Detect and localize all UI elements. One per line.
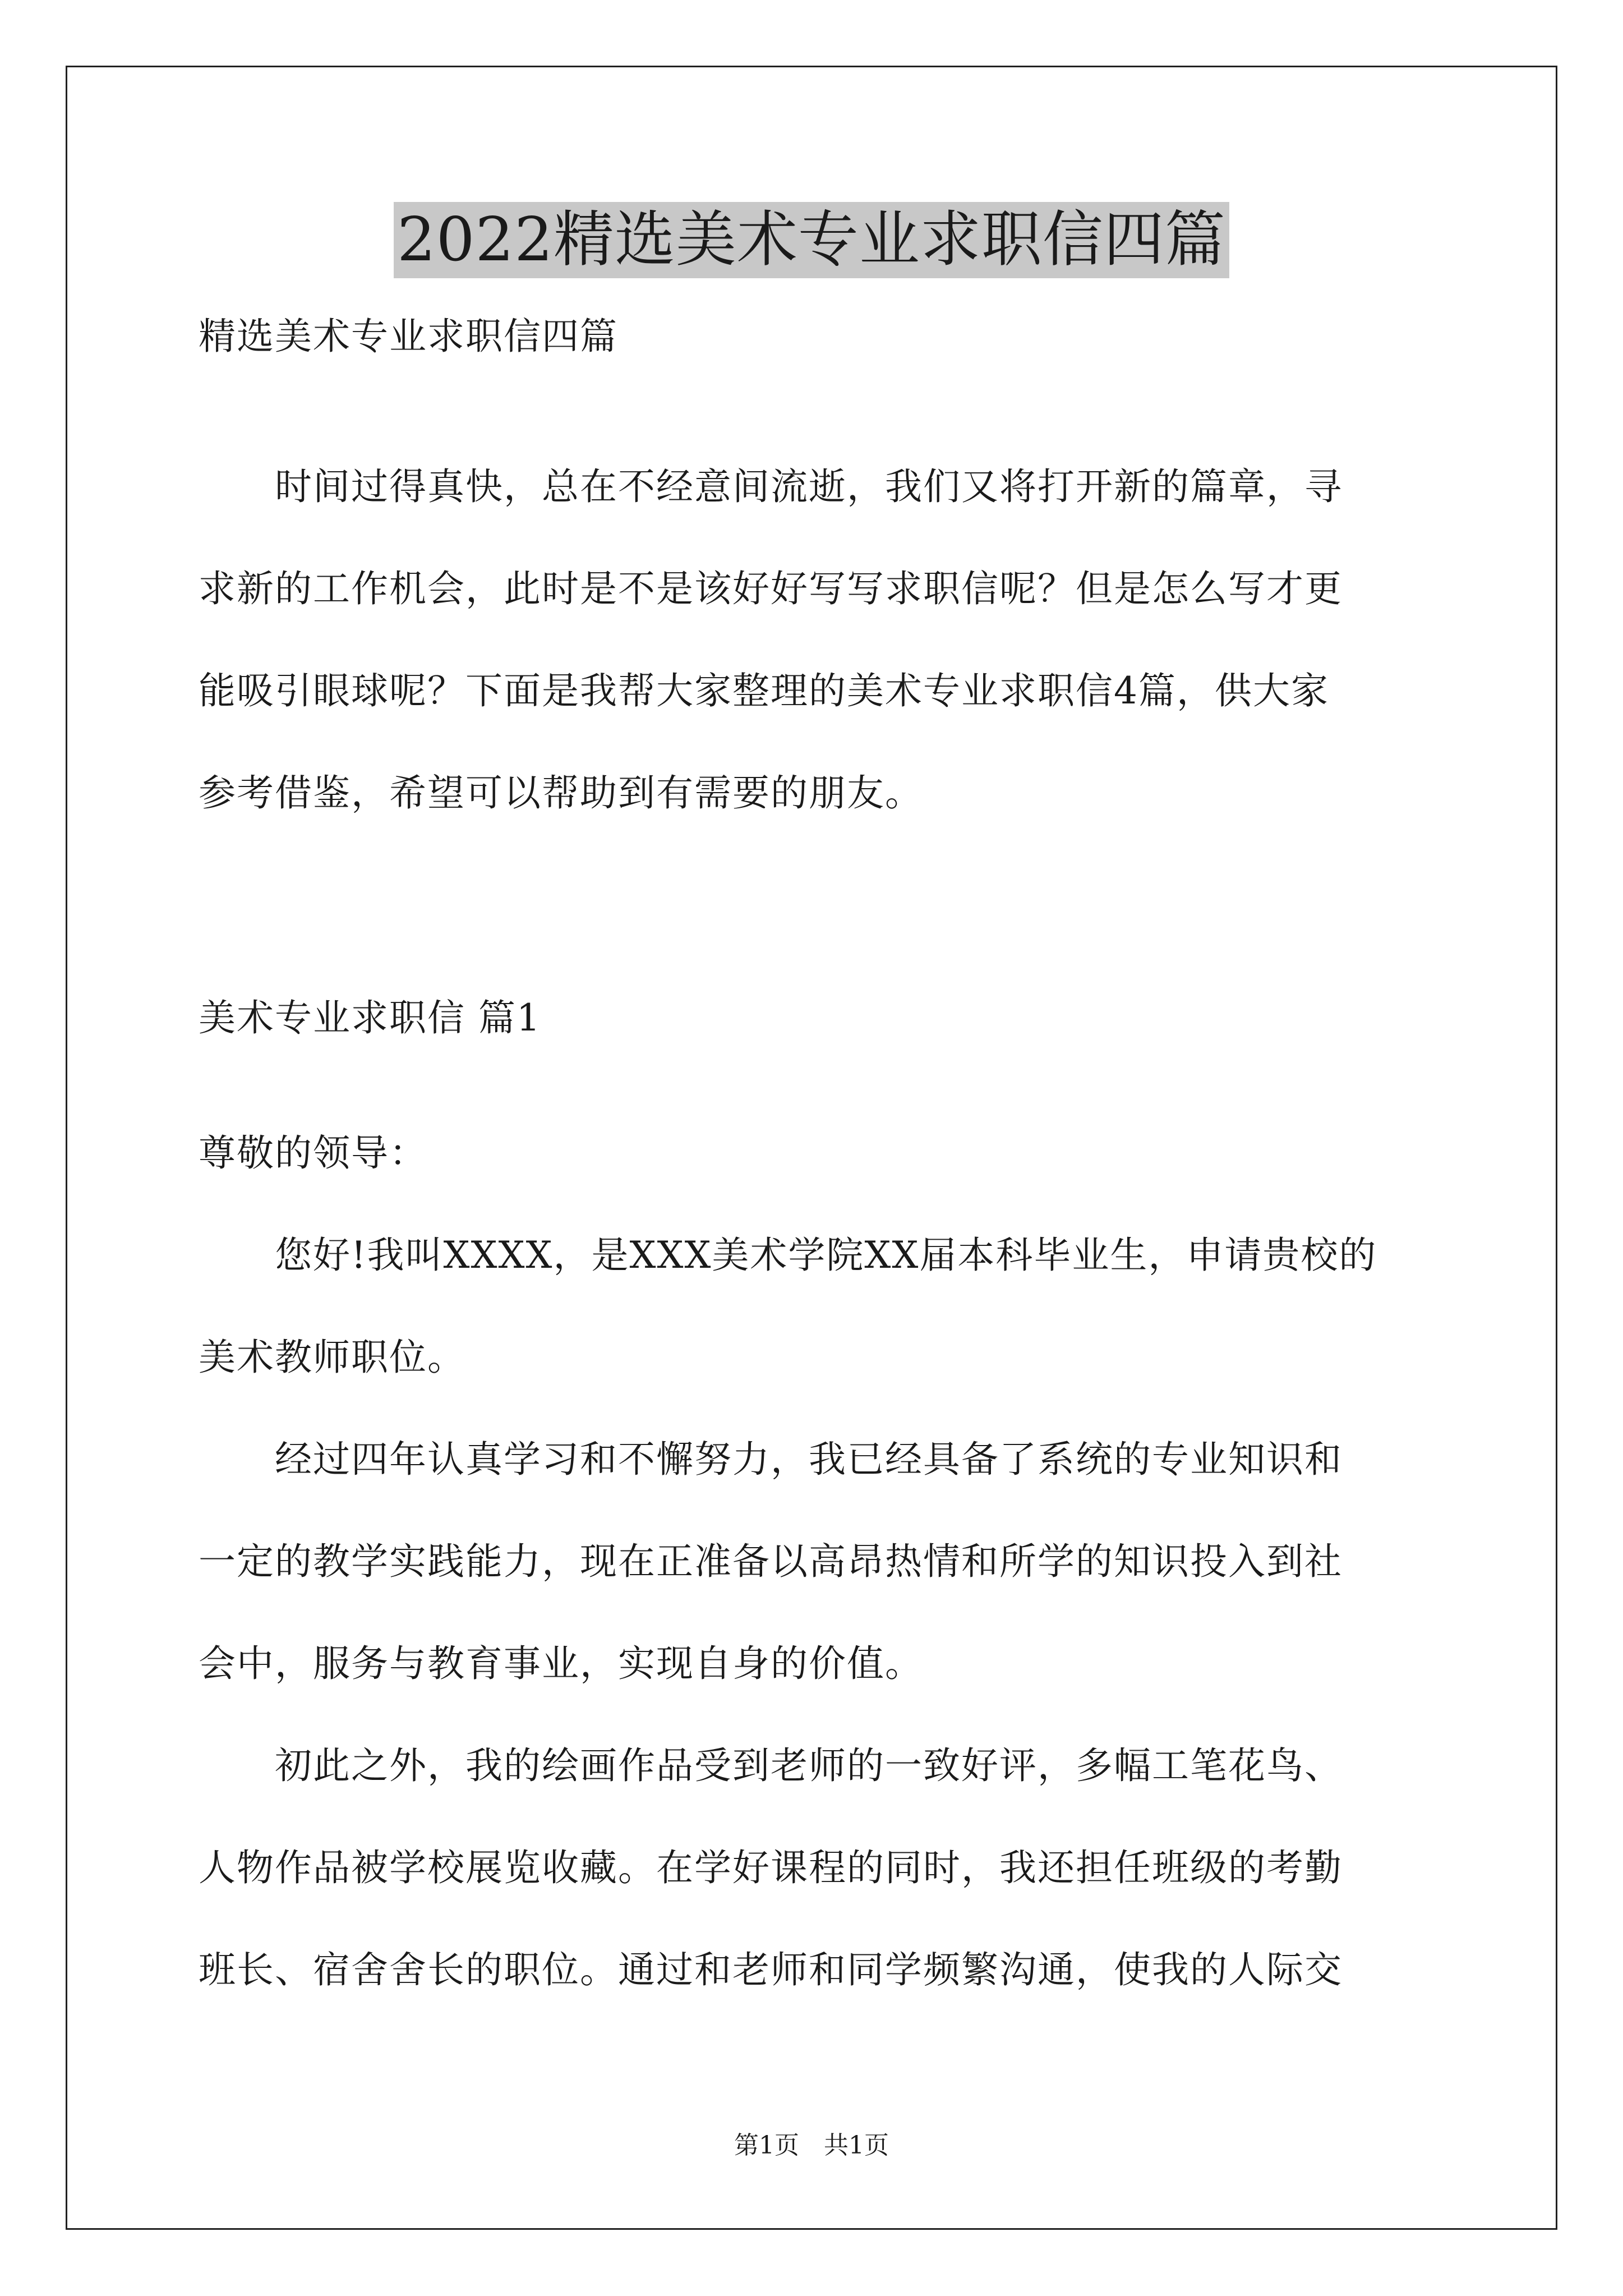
salutation: 尊敬的领导： <box>199 1131 427 1175</box>
paragraph-line: 会中，服务与教育事业，实现自身的价值。 <box>199 1642 923 1685</box>
paragraph-line: 初此之外，我的绘画作品受到老师的一致好评，多幅工笔花鸟、 <box>199 1744 1343 1787</box>
document-title: 2022精选美术专业求职信四篇 <box>394 202 1229 278</box>
document-subtitle: 精选美术专业求职信四篇 <box>199 315 618 358</box>
paragraph-line: 求新的工作机会，此时是不是该好好写写求职信呢？但是怎么写才更 <box>199 567 1343 610</box>
paragraph-line: 一定的教学实践能力，现在正准备以高昂热情和所学的知识投入到社 <box>199 1540 1343 1583</box>
paragraph-line: 能吸引眼球呢？下面是我帮大家整理的美术专业求职信4篇，供大家 <box>199 669 1329 712</box>
section-heading: 美术专业求职信 篇1 <box>199 996 541 1039</box>
paragraph-line: 经过四年认真学习和不懈努力，我已经具备了系统的专业知识和 <box>199 1438 1343 1481</box>
paragraph-line: 您好!我叫XXXX，是XXX美术学院XX届本科毕业生，申请贵校的 <box>199 1234 1377 1277</box>
paragraph-line: 美术教师职位。 <box>199 1336 465 1379</box>
title-container <box>0 202 1623 278</box>
paragraph-line: 人物作品被学校展览收藏。在学好课程的同时，我还担任班级的考勤 <box>199 1846 1343 1889</box>
paragraph-line: 参考借鉴，希望可以帮助到有需要的朋友。 <box>199 771 923 815</box>
paragraph-line: 班长、宿舍舍长的职位。通过和老师和同学频繁沟通，使我的人际交 <box>199 1948 1343 1991</box>
page-number-footer: 第1页 共1页 <box>734 2131 889 2160</box>
paragraph-line: 时间过得真快，总在不经意间流逝，我们又将打开新的篇章，寻 <box>199 465 1343 508</box>
